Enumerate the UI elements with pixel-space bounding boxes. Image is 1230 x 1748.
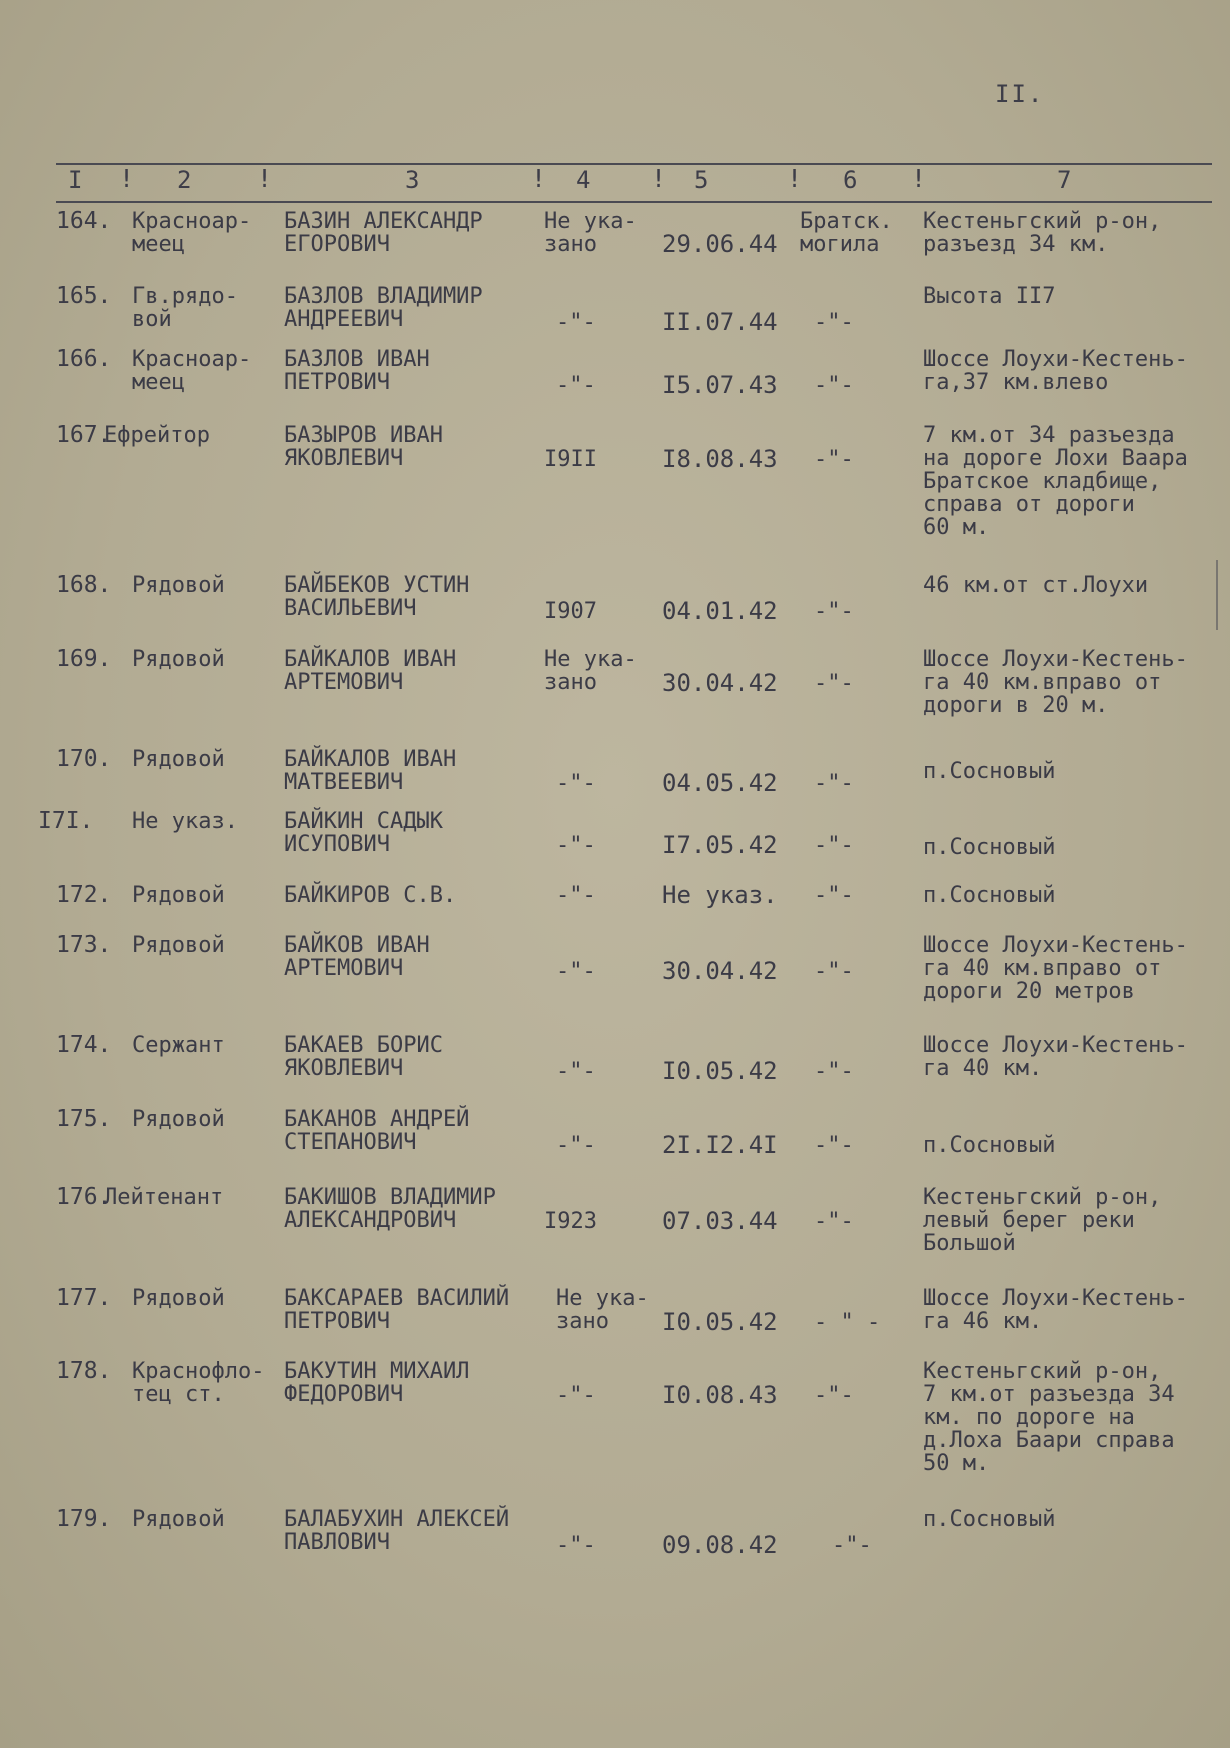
header-rule-top bbox=[56, 163, 1212, 165]
burial-place: п.Сосновый bbox=[923, 1133, 1056, 1158]
birth-year: -"- bbox=[556, 1059, 596, 1084]
full-name: БАЗЫРОВ ИВАН ЯКОВЛЕВИЧ bbox=[284, 423, 443, 471]
burial-type: -"- bbox=[814, 1383, 854, 1408]
birth-year: Не ука- зано bbox=[556, 1286, 649, 1334]
burial-type: -"- bbox=[814, 310, 854, 335]
burial-place: п.Сосновый bbox=[923, 1507, 1056, 1532]
full-name: БАЙБЕКОВ УСТИН ВАСИЛЬЕВИЧ bbox=[284, 573, 470, 621]
rank: Сержант bbox=[132, 1033, 225, 1058]
rank: Рядовой bbox=[132, 747, 225, 772]
full-name: БАЗЛОВ ВЛАДИМИР АНДРЕЕВИЧ bbox=[284, 284, 483, 332]
burial-type: -"- bbox=[814, 599, 854, 624]
birth-year: I923 bbox=[544, 1209, 597, 1234]
burial-type: -"- bbox=[814, 771, 854, 796]
death-date: 29.06.44 bbox=[662, 230, 778, 258]
full-name: БАЛАБУХИН АЛЕКСЕЙ ПАВЛОВИЧ bbox=[284, 1507, 510, 1555]
rank: Краснофло- тец ст. bbox=[132, 1359, 265, 1407]
birth-year: Не ука- зано bbox=[544, 209, 637, 257]
burial-type: -"- bbox=[832, 1533, 872, 1558]
row-number: 179. bbox=[56, 1506, 112, 1532]
burial-type: -"- bbox=[814, 959, 854, 984]
full-name: БАЙКАЛОВ ИВАН АРТЕМОВИЧ bbox=[284, 647, 457, 695]
row-number: 177. bbox=[56, 1285, 112, 1311]
rank: Не указ. bbox=[132, 809, 238, 834]
column-separator: ! bbox=[531, 164, 547, 193]
rank: Рядовой bbox=[132, 1107, 225, 1132]
death-date: I8.08.43 bbox=[662, 445, 778, 473]
rank: Рядовой bbox=[132, 647, 225, 672]
death-date: I0.08.43 bbox=[662, 1381, 778, 1409]
row-number: 169. bbox=[56, 646, 112, 672]
burial-type: -"- bbox=[814, 671, 854, 696]
rank: Красноар- меец bbox=[132, 209, 252, 257]
column-header-1: I bbox=[68, 166, 83, 194]
burial-place: п.Сосновый bbox=[923, 835, 1056, 860]
burial-place: п.Сосновый bbox=[923, 883, 1056, 908]
full-name: БАЙКИРОВ С.В. bbox=[284, 883, 457, 908]
burial-place: Шоссе Лоухи-Кестень- га,37 км.влево bbox=[923, 347, 1188, 395]
burial-place: 46 км.от ст.Лоухи bbox=[923, 573, 1149, 598]
full-name: БАЙКАЛОВ ИВАН МАТВЕЕВИЧ bbox=[284, 747, 457, 795]
row-number: 172. bbox=[56, 882, 112, 908]
margin-pencil-mark bbox=[1216, 560, 1218, 630]
death-date: 30.04.42 bbox=[662, 957, 778, 985]
death-date: I0.05.42 bbox=[662, 1308, 778, 1336]
full-name: БАЙКОВ ИВАН АРТЕМОВИЧ bbox=[284, 933, 430, 981]
page-number: II. bbox=[995, 80, 1045, 108]
burial-type: -"- bbox=[814, 1059, 854, 1084]
birth-year: -"- bbox=[556, 1383, 596, 1408]
death-date: I0.05.42 bbox=[662, 1057, 778, 1085]
birth-year: -"- bbox=[556, 959, 596, 984]
row-number: 167. bbox=[56, 422, 112, 448]
rank: Рядовой bbox=[132, 933, 225, 958]
full-name: БАЙКИН САДЫК ИСУПОВИЧ bbox=[284, 809, 443, 857]
burial-type: -"- bbox=[814, 447, 854, 472]
column-header-6: 6 bbox=[843, 166, 858, 194]
birth-year: -"- bbox=[556, 883, 596, 908]
burial-type: -"- bbox=[814, 373, 854, 398]
row-number: 164. bbox=[56, 208, 112, 234]
burial-place: Кестеньгский р-он, 7 км.от разъезда 34 км. по дороге на д.Лоха Баари справа 50 м. bbox=[923, 1359, 1175, 1476]
rank: Гв.рядо- вой bbox=[132, 284, 238, 332]
death-date: 2I.I2.4I bbox=[662, 1131, 778, 1159]
birth-year: I907 bbox=[544, 599, 597, 624]
full-name: БАКИШОВ ВЛАДИМИР АЛЕКСАНДРОВИЧ bbox=[284, 1185, 496, 1233]
death-date: 30.04.42 bbox=[662, 669, 778, 697]
burial-type: Братск. могила bbox=[800, 209, 893, 257]
burial-place: 7 км.от 34 разъезда на дороге Лохи Ваара Братское кладбище, справа от дороги 60 м. bbox=[923, 423, 1188, 540]
death-date: 04.05.42 bbox=[662, 769, 778, 797]
birth-year: -"- bbox=[556, 1133, 596, 1158]
burial-place: Кестеньгский р-он, левый берег реки Большой bbox=[923, 1185, 1162, 1256]
row-number: 175. bbox=[56, 1106, 112, 1132]
rank: Рядовой bbox=[132, 1286, 225, 1311]
column-header-3: 3 bbox=[405, 166, 420, 194]
header-rule-bottom bbox=[56, 201, 1212, 203]
burial-type: -"- bbox=[814, 1133, 854, 1158]
column-separator: ! bbox=[257, 164, 273, 193]
birth-year: -"- bbox=[556, 771, 596, 796]
rank: Красноар- меец bbox=[132, 347, 252, 395]
row-number: 173. bbox=[56, 932, 112, 958]
column-separator: ! bbox=[651, 164, 667, 193]
death-date: 04.01.42 bbox=[662, 597, 778, 625]
birth-year: -"- bbox=[556, 310, 596, 335]
birth-year: Не ука- зано bbox=[544, 647, 637, 695]
row-number: 168. bbox=[56, 572, 112, 598]
row-number: 170. bbox=[56, 746, 112, 772]
row-number: 174. bbox=[56, 1032, 112, 1058]
burial-place: Шоссе Лоухи-Кестень- га 40 км.вправо от дороги 20 метров bbox=[923, 933, 1188, 1004]
column-separator: ! bbox=[787, 164, 803, 193]
rank: Лейтенант bbox=[104, 1185, 224, 1210]
burial-place: Высота II7 bbox=[923, 284, 1056, 309]
death-date: 07.03.44 bbox=[662, 1207, 778, 1235]
full-name: БАЗЛОВ ИВАН ПЕТРОВИЧ bbox=[284, 347, 430, 395]
column-header-7: 7 bbox=[1057, 166, 1072, 194]
burial-place: Шоссе Лоухи-Кестень- га 40 км. bbox=[923, 1033, 1188, 1081]
death-date: II.07.44 bbox=[662, 308, 778, 336]
burial-place: Шоссе Лоухи-Кестень- га 40 км.вправо от дороги в 20 м. bbox=[923, 647, 1188, 718]
column-header-5: 5 bbox=[694, 166, 709, 194]
row-number: 166. bbox=[56, 346, 112, 372]
death-date: Не указ. bbox=[662, 881, 778, 909]
birth-year: -"- bbox=[556, 833, 596, 858]
row-number: I7I. bbox=[38, 808, 94, 834]
row-number: 178. bbox=[56, 1358, 112, 1384]
burial-place: п.Сосновый bbox=[923, 759, 1056, 784]
burial-place: Шоссе Лоухи-Кестень- га 46 км. bbox=[923, 1286, 1188, 1334]
death-date: I5.07.43 bbox=[662, 371, 778, 399]
full-name: БАКАЕВ БОРИС ЯКОВЛЕВИЧ bbox=[284, 1033, 443, 1081]
full-name: БАКАНОВ АНДРЕЙ СТЕПАНОВИЧ bbox=[284, 1107, 470, 1155]
rank: Рядовой bbox=[132, 883, 225, 908]
column-header-4: 4 bbox=[576, 166, 591, 194]
burial-type: -"- bbox=[814, 833, 854, 858]
rank: Рядовой bbox=[132, 1507, 225, 1532]
death-date: I7.05.42 bbox=[662, 831, 778, 859]
full-name: БАКУТИН МИХАИЛ ФЕДОРОВИЧ bbox=[284, 1359, 470, 1407]
row-number: 165. bbox=[56, 283, 112, 309]
birth-year: -"- bbox=[556, 1533, 596, 1558]
column-separator: ! bbox=[911, 164, 927, 193]
rank: Ефрейтор bbox=[104, 423, 210, 448]
burial-type: - " - bbox=[814, 1310, 881, 1335]
burial-place: Кестеньгский р-он, разъезд 34 км. bbox=[923, 209, 1162, 257]
row-number: 176. bbox=[56, 1184, 112, 1210]
column-separator: ! bbox=[119, 164, 135, 193]
full-name: БАКСАРАЕВ ВАСИЛИЙ ПЕТРОВИЧ bbox=[284, 1286, 510, 1334]
birth-year: -"- bbox=[556, 373, 596, 398]
birth-year: I9II bbox=[544, 447, 597, 472]
burial-type: -"- bbox=[814, 883, 854, 908]
full-name: БАЗИН АЛЕКСАНДР ЕГОРОВИЧ bbox=[284, 209, 483, 257]
rank: Рядовой bbox=[132, 573, 225, 598]
column-header-2: 2 bbox=[177, 166, 192, 194]
burial-type: -"- bbox=[814, 1209, 854, 1234]
death-date: 09.08.42 bbox=[662, 1531, 778, 1559]
